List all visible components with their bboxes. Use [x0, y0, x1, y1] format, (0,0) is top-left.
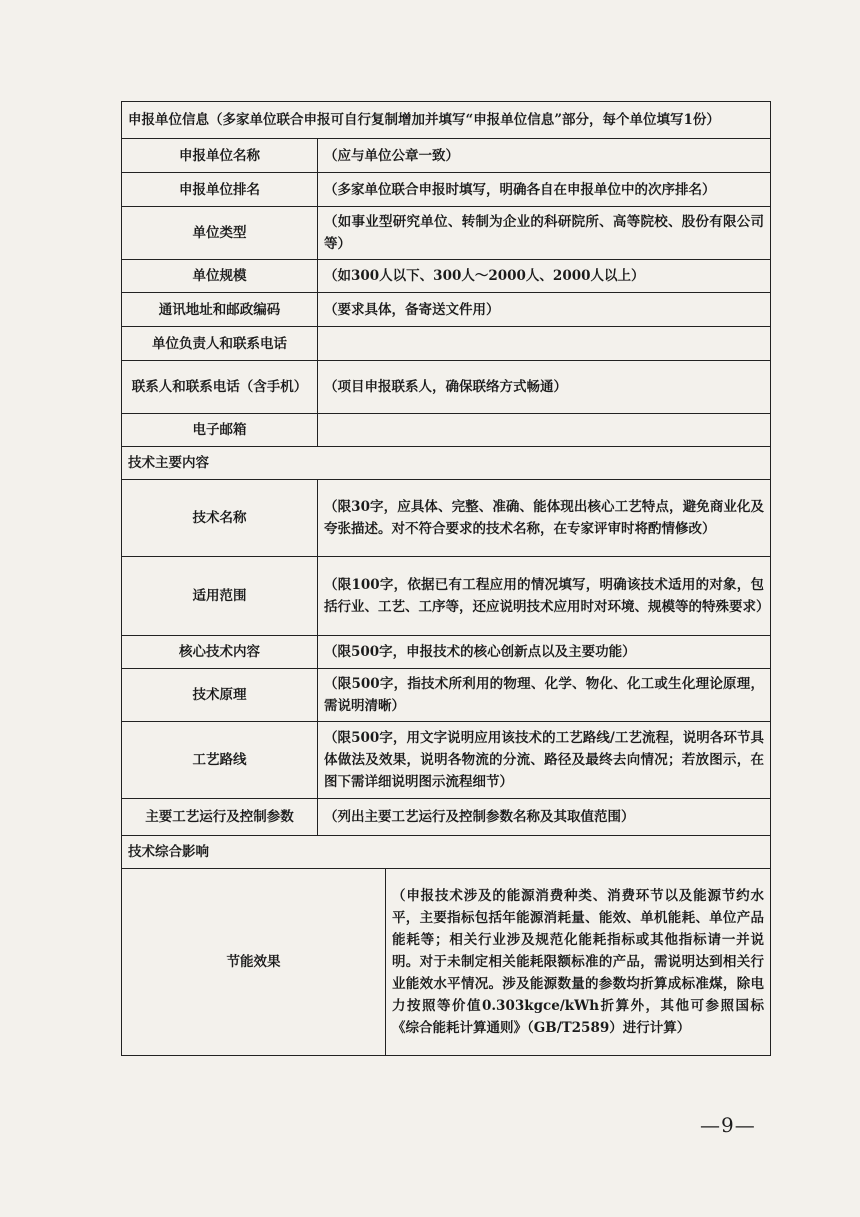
field-label: 核心技术内容: [122, 636, 318, 669]
tech-section-header: 技术主要内容: [122, 447, 771, 480]
table-row: [122, 480, 771, 557]
table-row: [122, 207, 771, 260]
field-value: （限500字，用文字说明应用该技术的工艺路线/工艺流程，说明各环节具体做法及效果，说明各物流的分流、路径及最终去向情况；若放图示，在图下需详细说明图示流程细节）: [318, 722, 771, 799]
table-row: [122, 669, 771, 722]
field-label: 工艺路线: [122, 722, 318, 799]
field-value: （限500字，申报技术的核心创新点以及主要功能）: [318, 636, 771, 669]
field-label: 申报单位排名: [122, 173, 318, 207]
field-value: （如300人以下、300人～2000人、2000人以上）: [318, 260, 771, 293]
table-row: [122, 799, 771, 836]
field-value: （项目申报联系人，确保联络方式畅通）: [318, 361, 771, 414]
field-label: 单位规模: [122, 260, 318, 293]
table-row: [122, 173, 771, 207]
table-row: [122, 139, 771, 173]
section-header-row: [122, 102, 771, 139]
section-header-row: [122, 836, 771, 869]
field-label: 单位类型: [122, 207, 318, 260]
field-value: （应与单位公章一致）: [318, 139, 771, 173]
field-label: 节能效果: [122, 869, 386, 1056]
table-row: [122, 722, 771, 799]
field-label: 申报单位名称: [122, 139, 318, 173]
field-value: （列出主要工艺运行及控制参数名称及其取值范围）: [318, 799, 771, 836]
field-value: （多家单位联合申报时填写，明确各自在申报单位中的次序排名）: [318, 173, 771, 207]
field-label: 通讯地址和邮政编码: [122, 293, 318, 327]
impact-section-header: 技术综合影响: [122, 836, 771, 869]
field-label: 适用范围: [122, 557, 318, 636]
table-row: [122, 869, 771, 1056]
table-row: [122, 327, 771, 361]
field-label: 联系人和联系电话（含手机）: [122, 361, 318, 414]
table-row: [122, 414, 771, 447]
field-label: 电子邮箱: [122, 414, 318, 447]
table-row: [122, 557, 771, 636]
field-value: （限30字，应具体、完整、准确、能体现出核心工艺特点，避免商业化及夸张描述。对不符合要求的技术名称，在专家评审时将酌情修改）: [318, 480, 771, 557]
field-label: 技术原理: [122, 669, 318, 722]
table-row: [122, 636, 771, 669]
section-header-row: [122, 447, 771, 480]
field-value: （要求具体，备寄送文件用）: [318, 293, 771, 327]
field-label: 主要工艺运行及控制参数: [122, 799, 318, 836]
field-label: 技术名称: [122, 480, 318, 557]
field-value: [318, 414, 771, 447]
table-row: [122, 361, 771, 414]
page-number: —9—: [700, 1113, 756, 1137]
table-row: [122, 293, 771, 327]
field-value: （申报技术涉及的能源消费种类、消费环节以及能源节约水平，主要指标包括年能源消耗量、能效、单机能耗、单位产品能耗等；相关行业涉及规范化能耗指标或其他指标请一并说明。对于未制定相关能耗限额标准的产品，需说明达到相关行业能效水平情况。涉及能源数量的参数均折算成标准煤，除电力按照等价值0.303kgce/kWh折算外，其他可参照国标《综合能耗计算通则》（GB/T2589）进行计算）: [386, 869, 771, 1056]
field-value: （限500字，指技术所利用的物理、化学、物化、化工或生化理论原理，需说明清晰）: [318, 669, 771, 722]
field-value: （如事业型研究单位、转制为企业的科研院所、高等院校、股份有限公司等）: [318, 207, 771, 260]
applicant-section-header: 申报单位信息（多家单位联合申报可自行复制增加并填写“申报单位信息”部分，每个单位填写1份）: [122, 102, 771, 139]
field-value: （限100字，依据已有工程应用的情况填写，明确该技术适用的对象，包括行业、工艺、工序等，还应说明技术应用时对环境、规模等的特殊要求）: [318, 557, 771, 636]
field-value: [318, 327, 771, 361]
application-form-table: [121, 101, 771, 1056]
field-label: 单位负责人和联系电话: [122, 327, 318, 361]
table-row: [122, 260, 771, 293]
